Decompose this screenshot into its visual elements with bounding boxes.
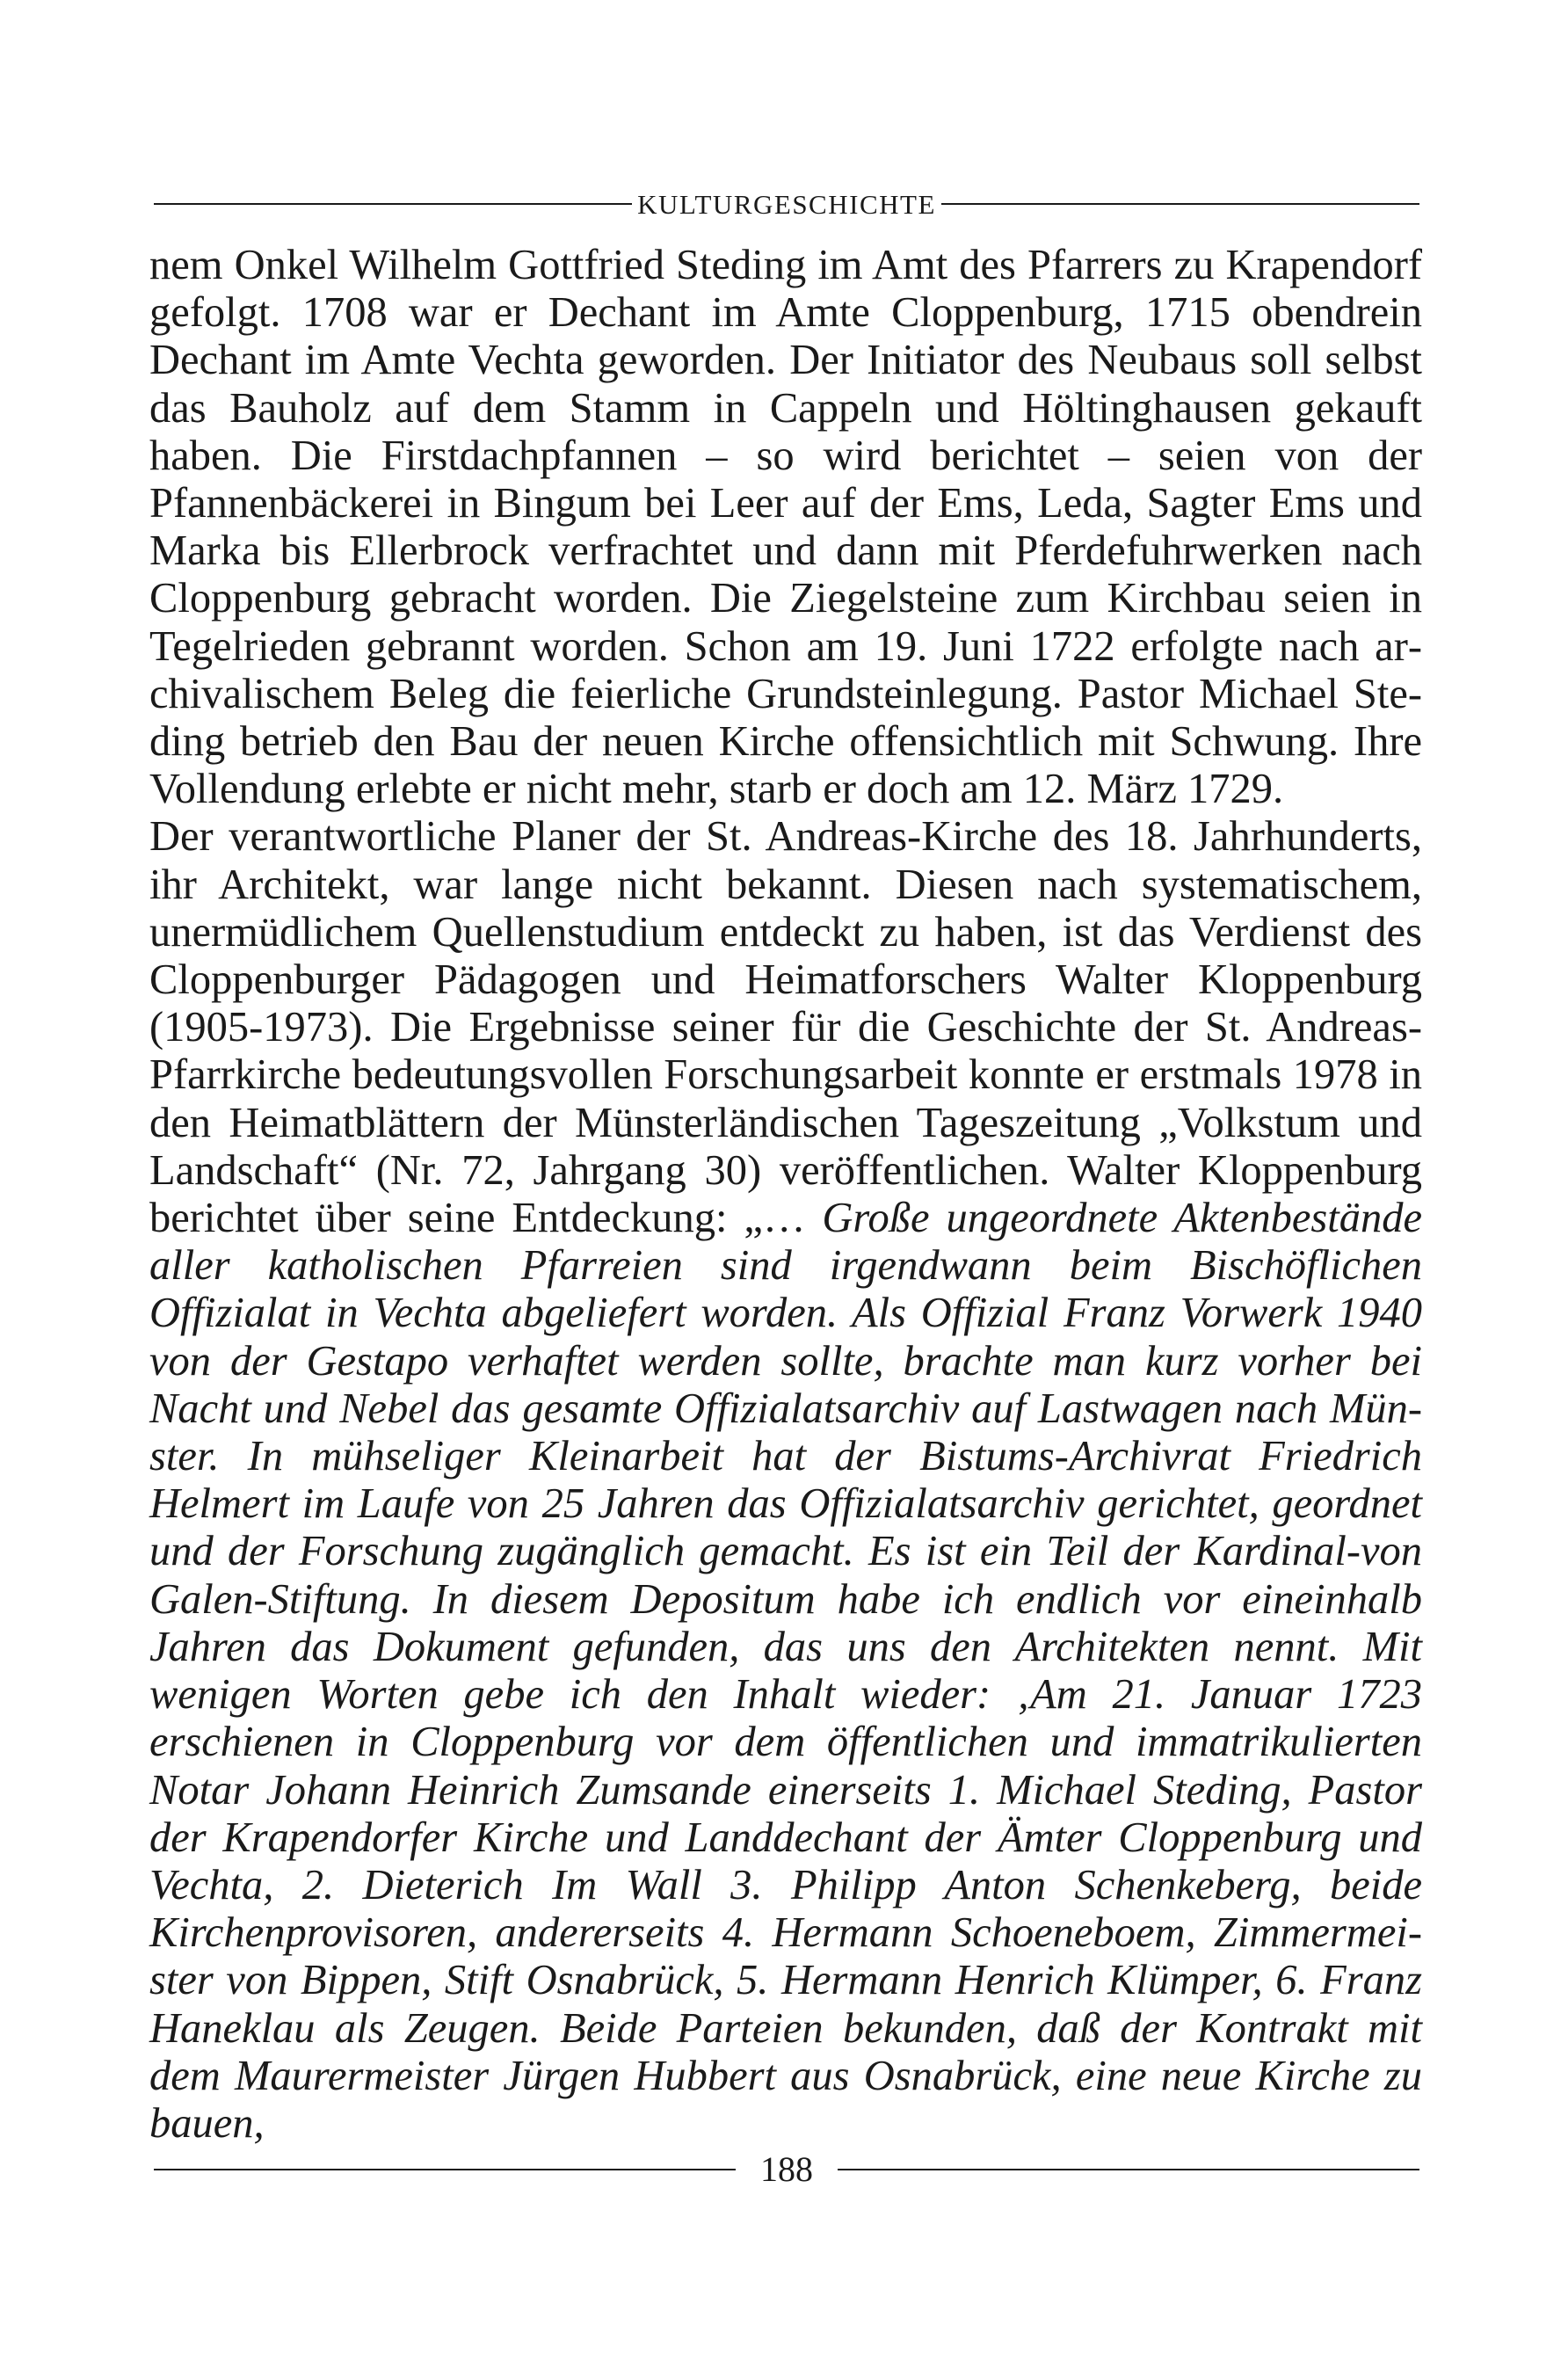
paragraph-2-intro: Der verantwortliche Planer der St. Andreas-Kirche des 18. Jahrhunderts, ihr Architekt, war lange nicht bekannt. Diesen nach systematischem, unermüdlichem Quellenstudium entdeckt zu haben, ist das Verdienst des Cloppenburger Pädagogen und Heimatforschers Walter Kloppenburg (1905-1973). Die Ergebnisse seiner für die Geschichte der St. Andreas-Pfarrkirche bedeutungsvollen Forschungsarbeit konnte er erstmals 1978 in den Heimatblättern der Münsterländischen Tageszeitung „Volkstum und Landschaft“ (Nr. 72, Jahrgang 30) veröffentlichen. Walter Kloppenburg berichtet über seine Entdeckung: „… [149,813,1422,1242]
page-footer [154,2143,1419,2196]
footer-rule-right [838,2169,1419,2170]
section-title: KULTURGESCHICHTE [637,188,936,220]
paragraph-2-quotation: Große ungeordnete Aktenbestände aller katholischen Pfarreien sind irgendwann beim Bischöflichen Offizialat in Vechta abgeliefert worden. Als Offizial Franz Vorwerk 1940 von der Gestapo verhaftet werden sollte, brachte man kurz vorher bei Nacht und Nebel das gesamte Offizialatsarchiv auf Lastwagen nach Münster. In mühseliger Kleinarbeit hat der Bistums-Archivrat Friedrich Helmert im Laufe von 25 Jahren das Offizialatsarchiv gerichtet, geordnet und der Forschung zugänglich gemacht. Es ist ein Teil der Kardinal-von Galen-Stiftung. In diesem Depositum habe ich endlich vor eineinhalb Jahren das Dokument gefunden, das uns den Architekten nennt. Mit wenigen Worten gebe ich den Inhalt wieder: ‚Am 21. Januar 1723 erschienen in Cloppenburg vor dem öffentlichen und immatrikulierten Notar Johann Heinrich Zumsande einerseits 1. Michael Steding, Pastor der Krapendorfer Kirche und Landdechant der Ämter Cloppenburg und Vechta, 2. Dieterich Im Wall 3. Philipp Anton Schenkeberg, beide Kirchenprovisoren, andererseits 4. Hermann Schoeneboem, Zimmermeister von Bippen, Stift Osnabrück, 5. Hermann Henrich Klümper, 6. Franz Haneklau als Zeugen. Beide Parteien bekunden, daß der Kontrakt mit dem Maurermeister Jürgen Hubbert aus Osnabrück, eine neue Kirche zu bauen, [149,1195,1422,2147]
body-text [149,242,1422,2148]
header-rule-right [941,203,1419,205]
paragraph-1: nem Onkel Wilhelm Gottfried Steding im Amt des Pfarrers zu Krapendorf gefolgt. 1708 war er Dechant im Amte Cloppenburg, 1715 obendrein Dechant im Amte Vechta geworden. Der Initiator des Neubaus soll selbst das Bauholz auf dem Stamm in Cappeln und Höltinghausen gekauft haben. Die Firstdachpfannen – so wird berichtet – seien von der Pfannenbäckerei in Bingum bei Leer auf der Ems, Leda, Sagter Ems und Marka bis Ellerbrock verfrachtet und dann mit Pferdefuhrwerken nach Cloppenburg gebracht worden. Die Ziegelsteine zum Kirchbau seien in Tegelrieden gebrannt worden. Schon am 19. Juni 1722 erfolgte nach archivalischem Beleg die feierliche Grundsteinlegung. Pastor Michael Steding betrieb den Bau der neuen Kirche offensichtlich mit Schwung. Ihre Vollendung erlebte er nicht mehr, starb er doch am 12. März 1729. [149,242,1422,813]
page-number: 188 [760,2149,813,2189]
running-head [154,182,1419,226]
paragraph-2 [149,813,1422,2148]
footer-rule-left [154,2169,736,2170]
header-rule-left [154,203,632,205]
